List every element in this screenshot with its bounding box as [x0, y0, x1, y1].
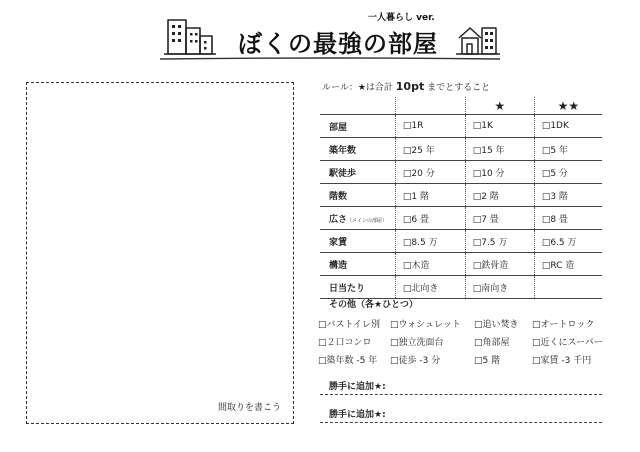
- others-title: その他（各★ひとつ）: [329, 300, 418, 310]
- row-label-note: （メインの部屋）: [347, 217, 387, 224]
- checkbox-option[interactable]: □2 階: [465, 184, 534, 207]
- building-illustration-left-icon: [162, 14, 218, 60]
- row-label: 築年数: [320, 138, 395, 161]
- row-label: 駅徒歩: [320, 161, 395, 184]
- row-label: 構造: [320, 253, 395, 276]
- row-label: 家賃: [320, 230, 395, 253]
- criteria-table: [320, 97, 602, 299]
- checkbox-option[interactable]: □7.5 万: [465, 230, 534, 253]
- custom-add-label: 勝手に追加★:: [329, 382, 386, 392]
- table-row: [320, 115, 602, 138]
- table-header-label: [320, 97, 395, 115]
- rule-prefix: ルール：★は合計: [322, 83, 393, 93]
- subtitle: 一人暮らし ver.: [368, 13, 435, 23]
- checkbox-option[interactable]: □3 階: [534, 184, 602, 207]
- checkbox-option[interactable]: □6 畳: [395, 207, 465, 230]
- title-underline: [158, 56, 502, 62]
- rule-text: [322, 80, 490, 93]
- row-label-wrap: [320, 207, 395, 230]
- checkbox-option[interactable]: □RC 造: [534, 253, 602, 276]
- rule-suffix: までとすること: [427, 83, 491, 93]
- other-option[interactable]: □オートロック: [532, 320, 595, 330]
- page-header: [0, 0, 640, 66]
- table-row: [320, 138, 602, 161]
- checkbox-option[interactable]: □8.5 万: [395, 230, 465, 253]
- other-option[interactable]: □5 階: [474, 356, 501, 366]
- checkbox-option[interactable]: □北向き: [395, 276, 465, 299]
- checkbox-option[interactable]: □6.5 万: [534, 230, 602, 253]
- table-header-row: [320, 97, 602, 115]
- checkbox-option[interactable]: □南向き: [465, 276, 534, 299]
- custom-add-label: 勝手に追加★:: [329, 410, 386, 420]
- other-option[interactable]: □近くにスーパー: [532, 338, 603, 348]
- custom-add-line[interactable]: [320, 422, 602, 423]
- table-row: [320, 161, 602, 184]
- custom-add-line[interactable]: [320, 394, 602, 395]
- table-row: [320, 230, 602, 253]
- checkbox-option[interactable]: □25 年: [395, 138, 465, 161]
- other-option[interactable]: □築年数 -5 年: [318, 356, 378, 366]
- checkbox-option[interactable]: □5 分: [534, 161, 602, 184]
- floor-plan-label: 間取りを書こう: [217, 403, 281, 413]
- other-option[interactable]: □独立洗面台: [390, 338, 444, 348]
- table-header-one-star: ★: [465, 97, 534, 115]
- other-option[interactable]: □バストイレ別: [318, 320, 381, 330]
- row-label: 部屋: [320, 115, 395, 138]
- row-label: 階数: [320, 184, 395, 207]
- page-title: ぼくの最強の部屋: [238, 30, 438, 58]
- checkbox-option[interactable]: □15 年: [465, 138, 534, 161]
- other-option[interactable]: □徒歩 -3 分: [390, 356, 441, 366]
- table-header-two-star: ★★: [534, 97, 602, 115]
- house-illustration-right-icon: [456, 20, 500, 60]
- row-label: 広さ: [329, 214, 348, 225]
- table-row: [320, 184, 602, 207]
- other-option[interactable]: □追い焚き: [474, 320, 519, 330]
- empty-cell: [534, 276, 602, 299]
- checkbox-option[interactable]: □10 分: [465, 161, 534, 184]
- other-option[interactable]: □家賃 -3 千円: [532, 356, 592, 366]
- checkbox-option[interactable]: □1DK: [534, 115, 602, 138]
- checkbox-option[interactable]: □1 階: [395, 184, 465, 207]
- table-header-none: [395, 97, 465, 115]
- table-row: [320, 276, 602, 299]
- rule-points: 10pt: [395, 80, 425, 93]
- checkbox-option[interactable]: □7 畳: [465, 207, 534, 230]
- checkbox-option[interactable]: □20 分: [395, 161, 465, 184]
- floor-plan-box: [26, 82, 294, 424]
- checkbox-option[interactable]: □8 畳: [534, 207, 602, 230]
- checkbox-option[interactable]: □鉄骨造: [465, 253, 534, 276]
- table-row: [320, 207, 602, 230]
- checkbox-option[interactable]: □木造: [395, 253, 465, 276]
- checkbox-option[interactable]: □5 年: [534, 138, 602, 161]
- other-option[interactable]: □ウォシュレット: [390, 320, 461, 330]
- table-row: [320, 253, 602, 276]
- checkbox-option[interactable]: □1K: [465, 115, 534, 138]
- checkbox-option[interactable]: □1R: [395, 115, 465, 138]
- row-label: 日当たり: [320, 276, 395, 299]
- other-option[interactable]: □２口コンロ: [318, 338, 372, 348]
- other-option[interactable]: □角部屋: [474, 338, 510, 348]
